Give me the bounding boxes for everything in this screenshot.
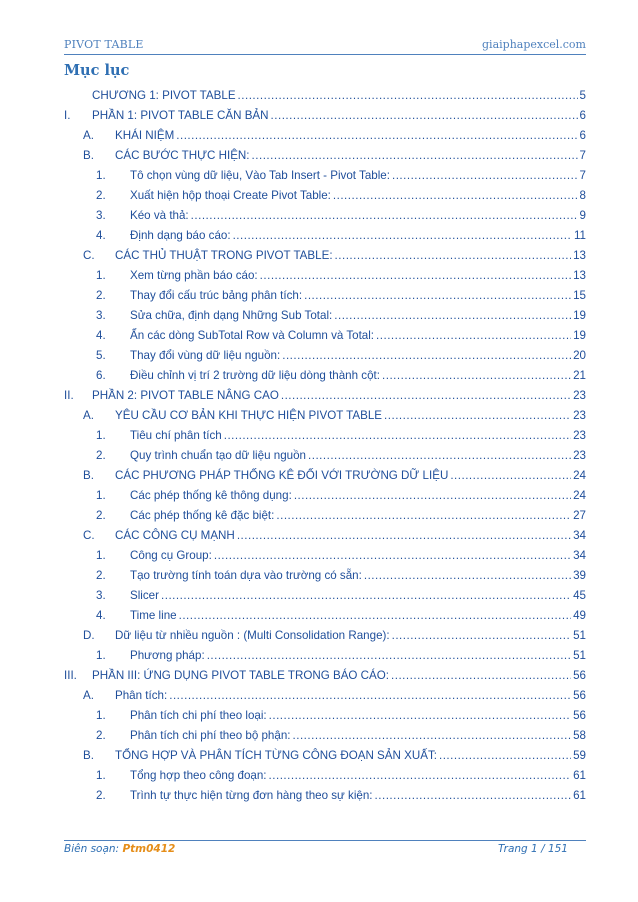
toc-leader-dots [376,330,571,342]
toc-leader-dots [384,410,571,422]
toc-entry-label: Các phép thống kê thông dụng: [130,489,292,502]
toc-entry-label: CÁC PHƯƠNG PHÁP THỐNG KÊ ĐỐI VỚI TRƯỜNG DỮ LIỆU [115,469,449,482]
toc-entry-label: Điều chỉnh vị trí 2 trường dữ liệu dòng thành cột: [130,369,380,382]
toc-leader-dots [304,290,571,302]
toc-entry[interactable] [64,690,586,710]
toc-entry-page: 8 [579,189,586,202]
toc-entry-page: 59 [573,749,586,762]
toc-entry[interactable] [64,670,586,690]
toc-leader-dots [191,210,578,222]
toc-entry[interactable] [64,550,586,570]
toc-entry-label: Các phép thống kê đặc biệt: [130,509,275,522]
toc-leader-dots [382,370,571,382]
toc-entry-label: Định dạng báo cáo: [130,229,231,242]
toc-entry-label: Phân tích: [115,689,168,702]
toc-entry-page: 51 [573,629,586,642]
toc-entry-number: 4. [96,329,106,342]
toc-entry-page: 11 [573,229,586,242]
toc-leader-dots [252,150,578,162]
toc-entry-label: Quy trình chuẩn tạo dữ liệu nguồn [130,449,306,462]
toc-entry-line [130,450,586,462]
toc-entry-page: 58 [573,729,586,742]
toc-entry[interactable] [64,190,586,210]
toc-leader-dots [391,670,571,682]
toc-leader-dots [282,350,571,362]
toc-entry-label: Tô chọn vùng dữ liệu, Vào Tab Insert - Pivot Table: [130,169,390,182]
toc-leader-dots [214,550,571,562]
toc-entry-label: Xuất hiện hộp thoại Create Pivot Table: [130,189,331,202]
toc-entry-line [130,290,586,302]
toc-entry-page: 61 [573,769,586,782]
toc-entry[interactable] [64,570,586,590]
toc-entry-line [130,190,586,202]
toc-leader-dots [237,530,571,542]
toc-entry-number: 1. [96,489,106,502]
toc-entry-number: 1. [96,709,106,722]
toc-leader-dots [269,710,571,722]
toc-entry-line [130,370,586,382]
toc-entry[interactable] [64,170,586,190]
toc-entry-line [130,310,586,322]
toc-entry-number: 1. [96,649,106,662]
toc-entry-number: 1. [96,169,106,182]
toc-entry-label: Ẩn các dòng SubTotal Row và Column và Total: [130,329,375,342]
toc-entry-number: 3. [96,209,106,222]
toc-leader-dots [334,310,571,322]
toc-entry-page: 6 [579,109,586,122]
toc-entry-page: 23 [573,389,586,402]
toc-entry-label: PHẦN 1: PIVOT TABLE CĂN BẢN [92,109,269,122]
toc-entry-number: I. [64,109,71,122]
toc-entry-line [130,710,586,722]
toc-entry-page: 20 [573,349,586,362]
toc-entry-number: A. [83,129,94,142]
toc-leader-dots [294,490,571,502]
toc-entry-line [92,110,586,122]
toc-entry-line [130,210,586,222]
toc-entry[interactable] [64,210,586,230]
toc-entry-label: PHẦN III: ỨNG DỤNG PIVOT TABLE TRONG BÁO CÁO: [92,669,390,682]
page-header [64,38,586,55]
toc-leader-dots [293,730,572,742]
toc-entry-line [115,690,586,702]
toc-entry-page: 34 [573,529,586,542]
toc-entry-number: 2. [96,449,106,462]
toc-entry-label: Phương pháp: [130,649,205,662]
toc-entry-label: Tiêu chí phân tích [130,429,222,442]
toc-entry-label: Công cụ Group: [130,549,212,562]
toc-entry-line [130,270,586,282]
toc-entry-label: Sửa chữa, định dạng Những Sub Total: [130,309,333,322]
toc-entry-page: 24 [573,469,586,482]
toc-entry-page: 6 [579,129,586,142]
toc-entry-line [130,590,586,602]
toc-entry-number: 2. [96,509,106,522]
toc-entry[interactable] [64,90,586,110]
toc-entry-line [130,570,586,582]
toc-entry[interactable] [64,510,586,530]
toc-entry-page: 5 [579,89,586,102]
toc-entry-page: 24 [573,489,586,502]
toc-entry-label: Tổng hợp theo công đoạn: [130,769,267,782]
toc-entry-label: Tạo trường tính toán dựa vào trường có sẵn: [130,569,362,582]
toc-entry[interactable] [64,490,586,510]
toc-entry[interactable] [64,250,586,270]
toc-entry-page: 7 [579,149,586,162]
toc-leader-dots [308,450,571,462]
toc-entry-page: 13 [573,269,586,282]
toc-entry[interactable] [64,110,586,130]
toc-entry-label: Trình tự thực hiện từng đơn hàng theo sự kiện: [130,789,373,802]
toc-leader-dots [281,390,571,402]
toc-entry[interactable] [64,150,586,170]
toc-entry-page: 49 [573,609,586,622]
toc-leader-dots [269,770,572,782]
toc-entry-line [115,750,586,762]
toc-entry-line [130,350,586,362]
toc-entry-label: Kéo và thả: [130,209,189,222]
toc-entry-number: 3. [96,589,106,602]
toc-entry[interactable] [64,750,586,770]
toc-entry[interactable] [64,130,586,150]
toc-entry-page: 45 [573,589,586,602]
toc-entry-line [130,610,586,622]
toc-entry-line [130,170,586,182]
toc-entry[interactable] [64,390,586,410]
toc-entry-line [92,390,586,402]
toc-leader-dots [375,790,572,802]
toc-leader-dots [450,470,571,482]
toc-entry-page: 56 [573,689,586,702]
toc-entry[interactable] [64,230,586,250]
toc-entry-number: 5. [96,349,106,362]
toc-entry-number: A. [83,409,94,422]
toc-entry-number: B. [83,749,94,762]
header-site: giaiphapexcel.com [482,38,586,51]
toc-entry-line [130,510,586,522]
toc-entry[interactable] [64,770,586,790]
toc-leader-dots [233,230,572,242]
toc-entry-number: 2. [96,729,106,742]
toc-leader-dots [169,690,571,702]
toc-leader-dots [364,570,571,582]
toc-entry-label: Phân tích chi phí theo bộ phận: [130,729,291,742]
toc-entry-line [115,150,586,162]
toc-entry-number: II. [64,389,74,402]
toc-leader-dots [224,430,571,442]
toc-entry-line [115,630,586,642]
toc-entry-page: 27 [573,509,586,522]
toc-leader-dots [333,190,578,202]
toc-entry-number: B. [83,469,94,482]
toc-entry-page: 19 [573,329,586,342]
toc-leader-dots [271,110,578,122]
toc-entry-line [130,730,586,742]
toc-entry-label: Time line [130,609,177,622]
toc-entry-number: D. [83,629,95,642]
toc-entry-number: C. [83,249,95,262]
toc-leader-dots [392,630,571,642]
toc-leader-dots [238,90,578,102]
toc-leader-dots [179,610,571,622]
toc-entry-line [92,670,586,682]
toc-entry-page: 39 [573,569,586,582]
toc-entry[interactable] [64,610,586,630]
toc-entry[interactable] [64,270,586,290]
toc-leader-dots [335,250,572,262]
toc-entry-page: 51 [573,649,586,662]
toc-entry-label: Xem từng phần báo cáo: [130,269,258,282]
toc-entry-page: 23 [573,429,586,442]
toc-entry-number: 4. [96,609,106,622]
toc-entry[interactable] [64,290,586,310]
toc-entry-page: 56 [573,669,586,682]
toc-entry-line [130,490,586,502]
toc-leader-dots [207,650,571,662]
toc-entry[interactable] [64,410,586,430]
toc-entry[interactable] [64,650,586,670]
toc-entry-number: 1. [96,269,106,282]
toc-entry-line [115,130,586,142]
toc-entry-label: Thay đổi cấu trúc bảng phân tích: [130,289,303,302]
toc-entry-label: CÁC CÔNG CỤ MẠNH [115,529,235,542]
toc-entry-number: III. [64,669,77,682]
toc-leader-dots [161,590,571,602]
toc-entry-line [115,250,586,262]
toc-entry-label: YÊU CẦU CƠ BẢN KHI THỰC HIỆN PIVOT TABLE [115,409,383,422]
toc-entry-number: 3. [96,309,106,322]
toc-entry-page: 34 [573,549,586,562]
toc-entry-label: KHÁI NIỆM [115,129,175,142]
toc-entry-number: 2. [96,789,106,802]
toc-entry-number: 2. [96,289,106,302]
toc-entry[interactable] [64,430,586,450]
toc-entry[interactable] [64,310,586,330]
toc-entry-page: 19 [573,309,586,322]
toc-leader-dots [392,170,578,182]
toc-entry-page: 9 [579,209,586,222]
toc-entry-label: CHƯƠNG 1: PIVOT TABLE [92,89,236,102]
toc-entry-label: Phân tích chi phí theo loại: [130,709,267,722]
toc-entry-number: C. [83,529,95,542]
toc-entry-line [130,770,586,782]
toc-entry-line [130,230,586,242]
footer-author-label: Biên soạn: [64,843,120,855]
toc-entry[interactable] [64,370,586,390]
toc-entry[interactable] [64,790,586,810]
toc-entry-number: 2. [96,189,106,202]
toc-entry-page: 61 [573,789,586,802]
toc-entry[interactable] [64,350,586,370]
toc-entry-number: 1. [96,429,106,442]
toc-entry-number: A. [83,689,94,702]
toc-leader-dots [176,130,577,142]
toc-entry-page: 21 [573,369,586,382]
toc-entry-page: 56 [573,709,586,722]
toc-title: Mục lục [64,62,130,79]
toc-entry-page: 13 [573,249,586,262]
footer-page-number: Trang 1 / 151 [498,843,568,855]
page-footer [64,840,586,861]
toc-entry[interactable] [64,470,586,490]
toc-entry-label: Thay đổi vùng dữ liệu nguồn: [130,349,281,362]
table-of-contents [64,90,586,810]
toc-entry-line [130,430,586,442]
toc-entry-line [115,410,586,422]
toc-entry-line [130,650,586,662]
toc-entry-label: CÁC THỦ THUẬT TRONG PIVOT TABLE: [115,249,333,262]
toc-entry-number: 2. [96,569,106,582]
toc-entry[interactable] [64,730,586,750]
toc-leader-dots [439,750,571,762]
header-title: PIVOT TABLE [64,38,144,51]
footer-author [64,843,175,855]
toc-entry-line [130,550,586,562]
toc-entry-number: 1. [96,549,106,562]
toc-entry-number: 4. [96,229,106,242]
toc-entry-label: Slicer [130,589,159,602]
toc-entry-label: CÁC BƯỚC THỰC HIỆN: [115,149,250,162]
toc-leader-dots [260,270,571,282]
toc-entry-label: PHẦN 2: PIVOT TABLE NÂNG CAO [92,389,279,402]
toc-entry-number: 1. [96,769,106,782]
toc-entry-number: 6. [96,369,106,382]
footer-author-name: Ptm0412 [122,843,176,855]
toc-entry-number: B. [83,149,94,162]
toc-entry-line [92,90,586,102]
toc-entry[interactable] [64,330,586,350]
toc-entry-page: 7 [579,169,586,182]
toc-entry-label: Dữ liệu từ nhiều nguồn : (Multi Consolidation Range): [115,629,390,642]
toc-entry[interactable] [64,590,586,610]
toc-entry[interactable] [64,630,586,650]
toc-entry-line [115,530,586,542]
toc-entry[interactable] [64,450,586,470]
toc-leader-dots [276,510,571,522]
toc-entry-page: 23 [573,409,586,422]
toc-entry-label: TỔNG HỢP VÀ PHÂN TÍCH TỪNG CÔNG ĐOẠN SẢN XUẤT: [115,749,437,762]
toc-entry[interactable] [64,710,586,730]
toc-entry-page: 23 [573,449,586,462]
toc-entry-page: 15 [573,289,586,302]
toc-entry-line [115,470,586,482]
toc-entry-line [130,330,586,342]
toc-entry-line [130,790,586,802]
toc-entry[interactable] [64,530,586,550]
